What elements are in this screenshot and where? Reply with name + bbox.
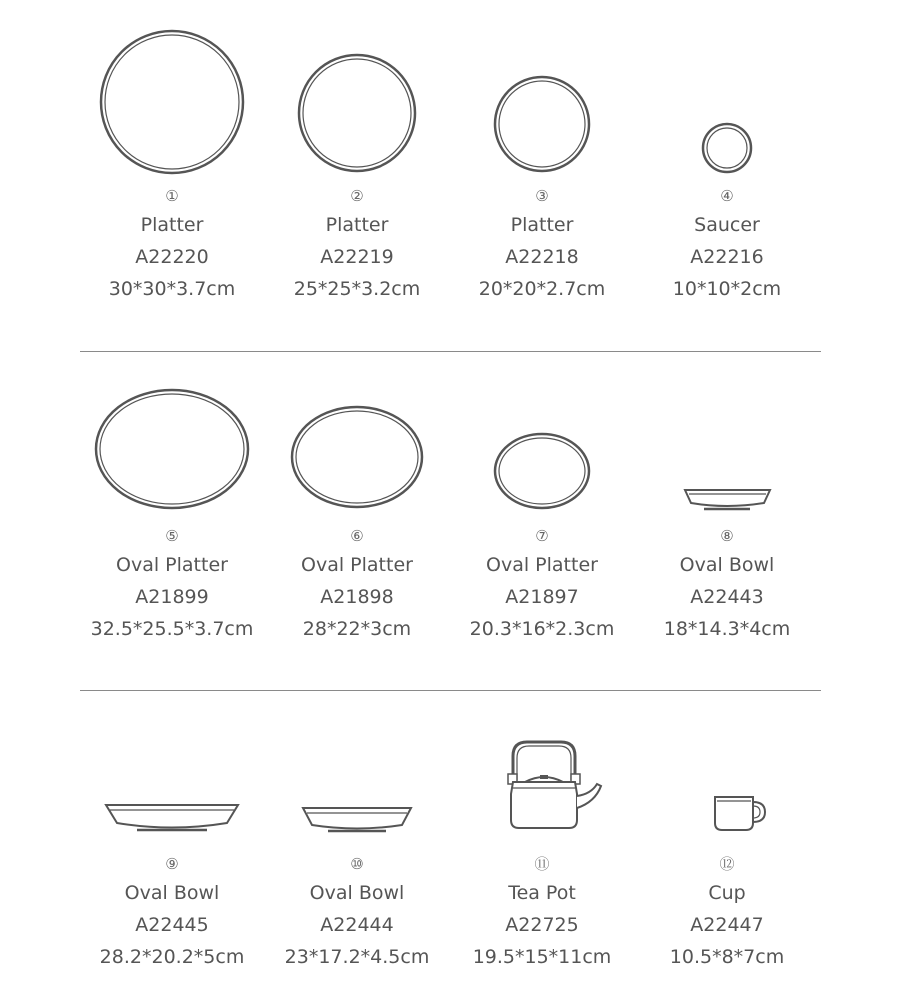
item-dimensions: 25*25*3.2cm xyxy=(293,278,421,300)
item-number: ④ xyxy=(720,187,734,205)
oval-platter-icon xyxy=(262,340,452,520)
round-platter-icon xyxy=(77,0,267,180)
item-name: Oval Bowl xyxy=(679,554,775,576)
teapot-icon xyxy=(447,668,637,848)
item-name: Tea Pot xyxy=(508,882,576,904)
item-number: ⑦ xyxy=(535,527,549,545)
item-dimensions: 28.2*20.2*5cm xyxy=(99,946,245,968)
item-code: A21899 xyxy=(135,586,209,608)
saucer-icon xyxy=(632,0,822,180)
item-code: A22444 xyxy=(320,914,394,936)
item-number: ⑨ xyxy=(165,855,179,873)
item-name: Saucer xyxy=(694,214,760,236)
oval-platter-icon xyxy=(77,340,267,520)
item-dimensions: 20.3*16*2.3cm xyxy=(469,618,615,640)
item-number: ③ xyxy=(535,187,549,205)
item-name: Platter xyxy=(325,214,389,236)
item-code: A22219 xyxy=(320,246,394,268)
item-name: Platter xyxy=(140,214,204,236)
item-name: Oval Bowl xyxy=(124,882,220,904)
item-code: A21897 xyxy=(505,586,579,608)
item-code: A22443 xyxy=(690,586,764,608)
cup-icon xyxy=(632,668,822,848)
round-platter-icon xyxy=(262,0,452,180)
item-dimensions: 10*10*2cm xyxy=(672,278,782,300)
item-code: A22725 xyxy=(505,914,579,936)
oval-bowl-side-icon xyxy=(632,340,822,520)
item-code: A22218 xyxy=(505,246,579,268)
item-dimensions: 10.5*8*7cm xyxy=(669,946,785,968)
item-name: Oval Bowl xyxy=(309,882,405,904)
item-dimensions: 32.5*25.5*3.7cm xyxy=(90,618,254,640)
item-name: Oval Platter xyxy=(116,554,228,576)
item-code: A22216 xyxy=(690,246,764,268)
item-number: ② xyxy=(350,187,364,205)
item-name: Platter xyxy=(510,214,574,236)
item-code: A22447 xyxy=(690,914,764,936)
item-number: ⑤ xyxy=(165,527,179,545)
item-number: ⑥ xyxy=(350,527,364,545)
item-number: ⑧ xyxy=(720,527,734,545)
item-code: A22220 xyxy=(135,246,209,268)
item-number: ① xyxy=(165,187,179,205)
item-dimensions: 28*22*3cm xyxy=(302,618,412,640)
item-number: ⑫ xyxy=(719,855,735,873)
item-code: A22445 xyxy=(135,914,209,936)
item-dimensions: 18*14.3*4cm xyxy=(663,618,791,640)
item-number: ⑩ xyxy=(350,855,364,873)
item-dimensions: 30*30*3.7cm xyxy=(108,278,236,300)
item-dimensions: 20*20*2.7cm xyxy=(478,278,606,300)
oval-bowl-side-icon xyxy=(262,668,452,848)
round-platter-icon xyxy=(447,0,637,180)
item-dimensions: 23*17.2*4.5cm xyxy=(284,946,430,968)
oval-bowl-side-icon xyxy=(77,668,267,848)
item-dimensions: 19.5*15*11cm xyxy=(472,946,612,968)
item-name: Cup xyxy=(708,882,746,904)
item-number: ⑪ xyxy=(534,855,550,873)
item-name: Oval Platter xyxy=(486,554,598,576)
item-name: Oval Platter xyxy=(301,554,413,576)
item-code: A21898 xyxy=(320,586,394,608)
oval-platter-icon xyxy=(447,340,637,520)
